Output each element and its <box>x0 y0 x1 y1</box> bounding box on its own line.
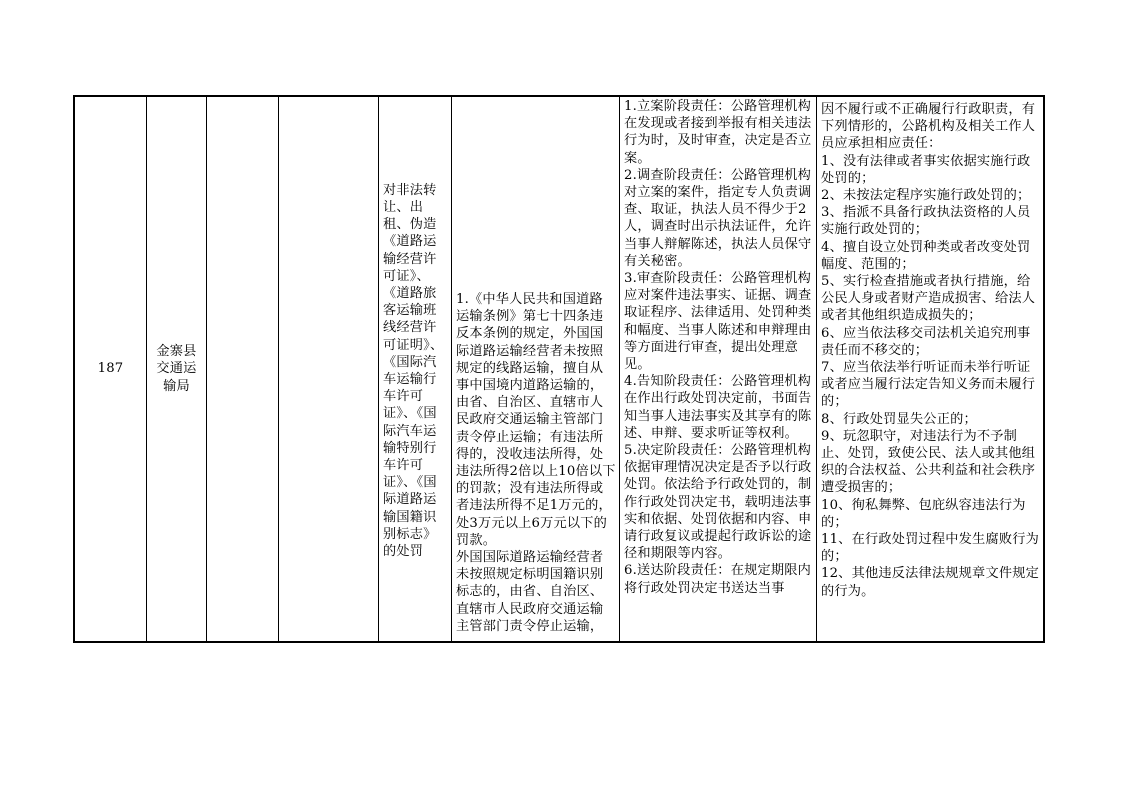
accountability-item: 4、擅自设立处罚种类或者改变处罚幅度、范围的； <box>821 239 1031 272</box>
legal-basis-cell <box>452 97 619 641</box>
accountability-item: 10、徇私舞弊、包庇纵容违法行为的； <box>821 497 1026 530</box>
accountability-item: 8、行政处罚显失公正的； <box>821 411 977 427</box>
accountability-intro: 因不履行或不正确履行行政职责，有下列情形的，公路机构及相关工作人员应承担相应责任： <box>821 102 1036 152</box>
legal-basis-paragraph-2: 外国国际道路运输经营者未按照规定标明国籍识别标志的，由省、自治区、直辖市人民政府交通运输主管部门责令停止运输， <box>456 550 604 634</box>
responsibility-stage-4: 4.告知阶段责任：公路管理机构在作出行政处罚决定前，书面告知当事人违法事实及其享有的陈述、申辩、要求听证等权利。 <box>624 374 812 441</box>
accountability-item: 7、应当依法举行听证而未举行听证或者应当履行法定告知义务而未履行的； <box>821 360 1036 410</box>
department-cell <box>147 97 206 641</box>
accountability-item: 12、其他违反法律法规规章文件规定的行为。 <box>821 566 1039 599</box>
department-name: 金寨县交通运输局 <box>156 344 197 394</box>
responsibility-stage-1: 1.立案阶段责任：公路管理机构在发现或者接到举报有相关违法行为时，及时审查，决定是否立案。 <box>624 99 812 166</box>
item-name-cell <box>379 97 451 641</box>
responsibility-stage-3: 3.审查阶段责任：公路管理机构应对案件违法事实、证据、调查取证程序、法律适用、处罚种类和幅度、当事人陈述和申辩理由等方面进行审查，提出处理意见。 <box>624 271 812 373</box>
accountability-item: 3、指派不具备行政执法资格的人员实施行政处罚的； <box>821 205 1031 238</box>
item-name: 对非法转让、出租、伪造《道路运输经营许可证》、《道路旅客运输班线经营许可证明》、《国际汽车运输行车许可证》、《国际汽车运输特别行车许可证》、《国际道路运输国籍识别标志》的处罚 <box>383 182 444 560</box>
accountability-item: 9、玩忽职守，对违法行为不予制止、处罚，致使公民、法人或其他组织的合法权益、公共利益和社会秩序遭受损害的； <box>821 428 1036 496</box>
accountability-item: 1、没有法律或者事实依据实施行政处罚的； <box>821 153 1031 186</box>
responsibility-stage-5: 5.决定阶段责任：公路管理机构依据审理情况决定是否予以行政处罚。依法给予行政处罚的，制作行政处罚决定书，载明违法事实和依据、处罚依据和内容、申请行政复议或提起行政诉讼的途径和期限等内容。 <box>624 443 812 562</box>
accountability-item: 2、未按法定程序实施行政处罚的； <box>821 188 1031 204</box>
responsibility-stage-2: 2.调查阶段责任：公路管理机构对立案的案件，指定专人负责调查、取证，执法人员不得少于2人，调查时出示执法证件，允许当事人辩解陈述，执法人员保守有关秘密。 <box>624 167 812 269</box>
responsibility-cell <box>620 97 816 641</box>
accountability-item: 6、应当依法移交司法机关追究刑事责任而不移交的； <box>821 325 1031 358</box>
empty-cell-4 <box>279 97 378 641</box>
accountability-item: 11、在行政处罚过程中发生腐败行为的； <box>821 532 1039 565</box>
row-number-cell <box>75 97 146 641</box>
responsibility-stage-6: 6.送达阶段责任：在规定期限内将行政处罚决定书送达当事 <box>624 563 812 596</box>
table-frame <box>73 95 1045 643</box>
accountability-cell <box>817 97 1043 641</box>
empty-cell-3 <box>207 97 278 641</box>
accountability-item: 5、实行检查措施或者执行措施，给公民人身或者财产造成损害、给法人或者其他组织造成损失的； <box>821 274 1036 324</box>
legal-basis-paragraph-1: 1.《中华人民共和国道路运输条例》第七十四条违反本条例的规定，外国国际道路运输经营者未按照规定的线路运输，擅自从事中国境内道路运输的，由省、自治区、直辖市人民政府交通运输主管部门责令停止运输；有违法所得的，没收违法所得，处违法所得2倍以上10倍以下的罚款；没有违法所得或者违法所得不足1万元的，处3万元以上6万元以下的罚款。 <box>456 292 616 548</box>
row-number: 187 <box>97 361 124 377</box>
